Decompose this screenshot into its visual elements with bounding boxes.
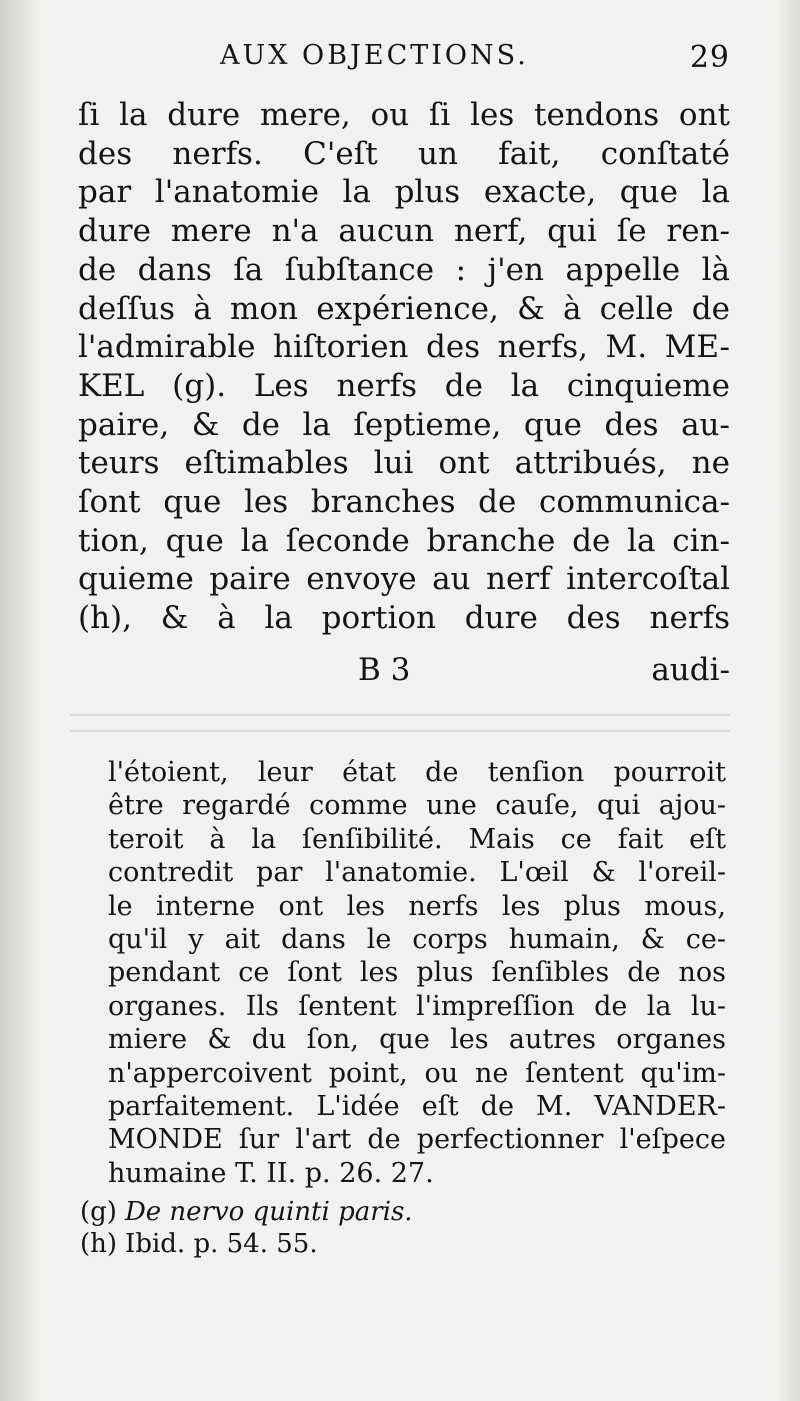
text-line: dure mere n'a aucun nerf, qui ſe ren-	[78, 213, 730, 250]
lower-text-block	[108, 756, 726, 1190]
text-line: l'étoient, leur état de tenſion pourroit	[108, 757, 726, 788]
text-line: teroit à la ſenſibilité. Mais ce fait eſt	[108, 823, 726, 855]
running-title: AUX OBJECTIONS.	[220, 40, 529, 71]
text-line: ſi la dure mere, ou ſi les tendons ont	[78, 97, 730, 133]
text-line: KEL (g). Les nerfs de la cinquieme	[78, 367, 730, 404]
text-line: MONDE ſur l'art de perfectionner l'eſpece	[108, 1124, 726, 1156]
footnote-label: (h)	[80, 1229, 118, 1259]
footnote-g	[80, 1196, 680, 1228]
signature-mark: B 3	[358, 652, 411, 688]
text-line: ſont que les branches de communica-	[78, 484, 730, 521]
text-line: quieme paire envoye au nerf intercoſtal	[78, 561, 730, 598]
text-line: tion, que la ſeconde branche de la cin-	[78, 522, 730, 559]
text-line: de dans ſa ſubſtance : j'en appelle là	[78, 251, 730, 288]
main-text-block	[78, 96, 730, 638]
text-line: humaine T. II. p. 26. 27.	[108, 1157, 434, 1189]
page-edge	[778, 0, 800, 1401]
page-gutter-shadow	[0, 0, 40, 1401]
show-through-bleed	[70, 700, 730, 760]
text-line: miere & du ſon, que les autres organes	[108, 1024, 726, 1056]
text-line: deſſus à mon expérience, & à celle de	[78, 290, 730, 327]
text-line: organes. Ils ſentent l'impreſſion de la lu-	[108, 990, 726, 1022]
text-line: être regardé comme une cauſe, qui ajou-	[108, 790, 726, 822]
text-line: des nerfs. C'eſt un fait, conſtaté	[78, 135, 730, 172]
footnote-text: Ibid. p. 54. 55.	[125, 1229, 318, 1259]
text-line: par l'anatomie la plus exacte, que la	[78, 174, 730, 211]
page-number: 29	[689, 40, 730, 75]
text-line: parfaitement. L'idée eſt de M. VANDER-	[108, 1091, 726, 1123]
text-line: pendant ce ſont les plus ſenſibles de nos	[108, 957, 726, 989]
text-line: le interne ont les nerfs les plus mous,	[108, 890, 726, 922]
footnote-text: De nervo quinti paris.	[124, 1197, 413, 1227]
text-line: teurs eſtimables lui ont attribués, ne	[78, 445, 730, 482]
text-line: contredit par l'anatomie. L'œil & l'oreil-	[108, 857, 726, 889]
footnotes	[80, 1196, 680, 1260]
footnote-h	[80, 1228, 680, 1260]
text-line: paire, & de la ſeptieme, que des au-	[78, 406, 730, 443]
text-line: qu'il y ait dans le corps humain, & ce-	[108, 924, 726, 956]
page-header	[80, 40, 730, 86]
catchword: audi-	[651, 652, 730, 688]
text-line: n'appercoivent point, ou ne ſentent qu'im-	[108, 1057, 726, 1089]
footnote-label: (g)	[80, 1197, 117, 1227]
text-line: (h), & à la portion dure des nerfs	[78, 600, 730, 637]
signature-line	[78, 652, 730, 694]
text-line: l'admirable hiſtorien des nerfs, M. ME-	[78, 329, 730, 366]
